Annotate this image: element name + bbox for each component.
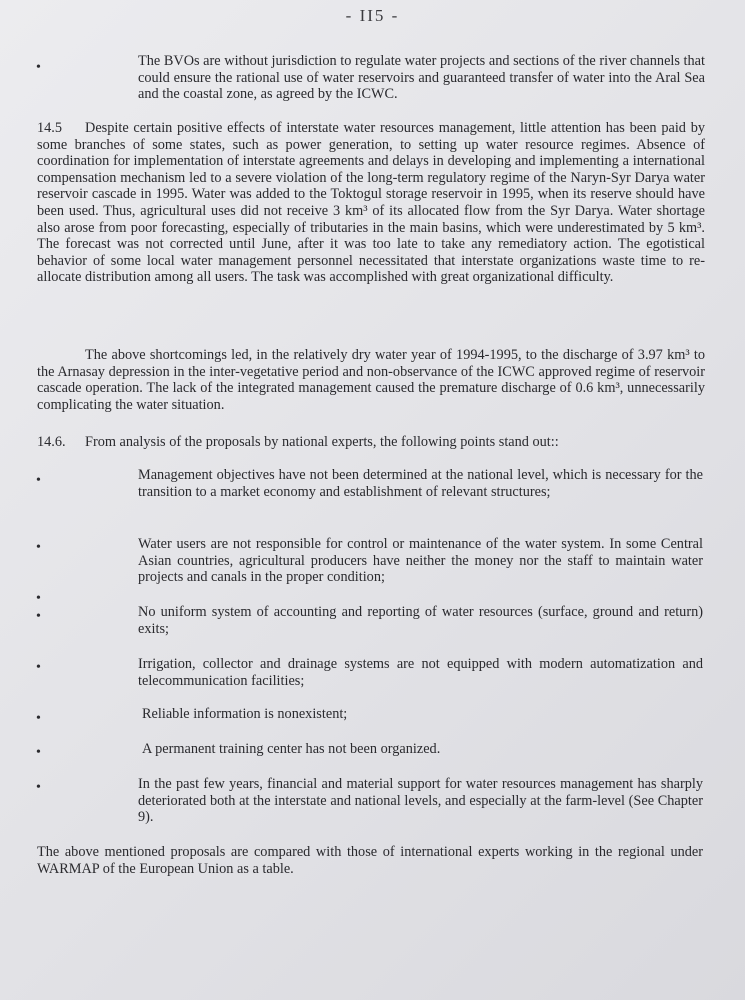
bullet-marker: •	[36, 540, 41, 555]
section-number: 14.6.	[37, 434, 66, 450]
point-item: In the past few years, financial and material support for water resources management has sharply deteriorated both at the interstate and national levels, and especially at the farm-level (See Chapter 9).	[138, 776, 703, 826]
section-14-6-intro: From analysis of the proposals by national experts, the following points stand out::	[85, 434, 559, 450]
point-item: Irrigation, collector and drainage systems are not equipped with modern automatization and telecommunication facilities;	[138, 656, 703, 689]
bullet-marker: •	[36, 473, 41, 488]
bullet-marker: •	[36, 609, 41, 624]
section-14-5	[37, 120, 705, 286]
section-number: 14.5	[37, 120, 63, 136]
point-item: Reliable information is nonexistent;	[142, 706, 348, 722]
closing-paragraph: The above mentioned proposals are compared with those of international experts working in the regional under WARMAP of the European Union as a table.	[37, 844, 703, 877]
bullet-marker: •	[36, 745, 41, 760]
bullet-marker: •	[36, 660, 41, 675]
bullet-marker: •	[36, 780, 41, 795]
page-number: - II5 -	[345, 6, 400, 25]
point-item: A permanent training center has not been organized.	[142, 741, 441, 757]
bullet-marker: •	[36, 60, 41, 75]
point-item: Water users are not responsible for control or maintenance of the water system. In some Central Asian countries, agricultural producers have neither the money nor the staff to maintain water projects and canals in the proper condition;	[138, 536, 703, 586]
bullet-marker: •	[36, 591, 41, 606]
section-14-6	[37, 434, 705, 451]
bullet-marker: •	[36, 711, 41, 726]
section-14-5-text: Despite certain positive effects of interstate water resources management, little attention has been paid by some branches of some states, such as power generation, to setting up water resource regimes. Absence of coordination for implementation of interstate agreements and delays in developing and implementing a international compensation mechanism led to a severe violation of the long-term regulatory regime of the Naryn-Syr Darya water reservoir cascade in 1995. Water was added to the Toktogul storage reservoir in 1995, when its reserve should have been used. Thus, agricultural uses did not receive 3 km³ of its allocated flow from the Syr Darya. Water shortage also arose from poor forecasting, especially of tributaries in the main basins, which were underestimated by 5 km³. The forecast was not corrected until June, after it was too late to take any remediatory action. The egotistical behavior of some local water management personnel necessitated that interstate organizations waste time to re-allocate distribution among all users. The task was accomplished with great organizational difficulty.	[37, 120, 705, 286]
point-item: Management objectives have not been determined at the national level, which is necessary for the transition to a market economy and establishment of relevant structures;	[138, 467, 703, 500]
bvo-bullet-text: The BVOs are without jurisdiction to regulate water projects and sections of the river channels that could ensure the rational use of water reservoirs and guaranteed transfer of water into the Aral Sea and the coastal zone, as agreed by the ICWC.	[138, 53, 705, 103]
shortcomings-paragraph: The above shortcomings led, in the relatively dry water year of 1994-1995, to the discharge of 3.97 km³ to the Arnasay depression in the inter-vegetative period and non-observance of the ICWC approved regime of reservoir cascade operation. The lack of the integrated management caused the premature discharge of 0.6 km³, unnecessarily complicating the water situation.	[37, 347, 705, 413]
point-item: No uniform system of accounting and reporting of water resources (surface, ground and return) exits;	[138, 604, 703, 637]
